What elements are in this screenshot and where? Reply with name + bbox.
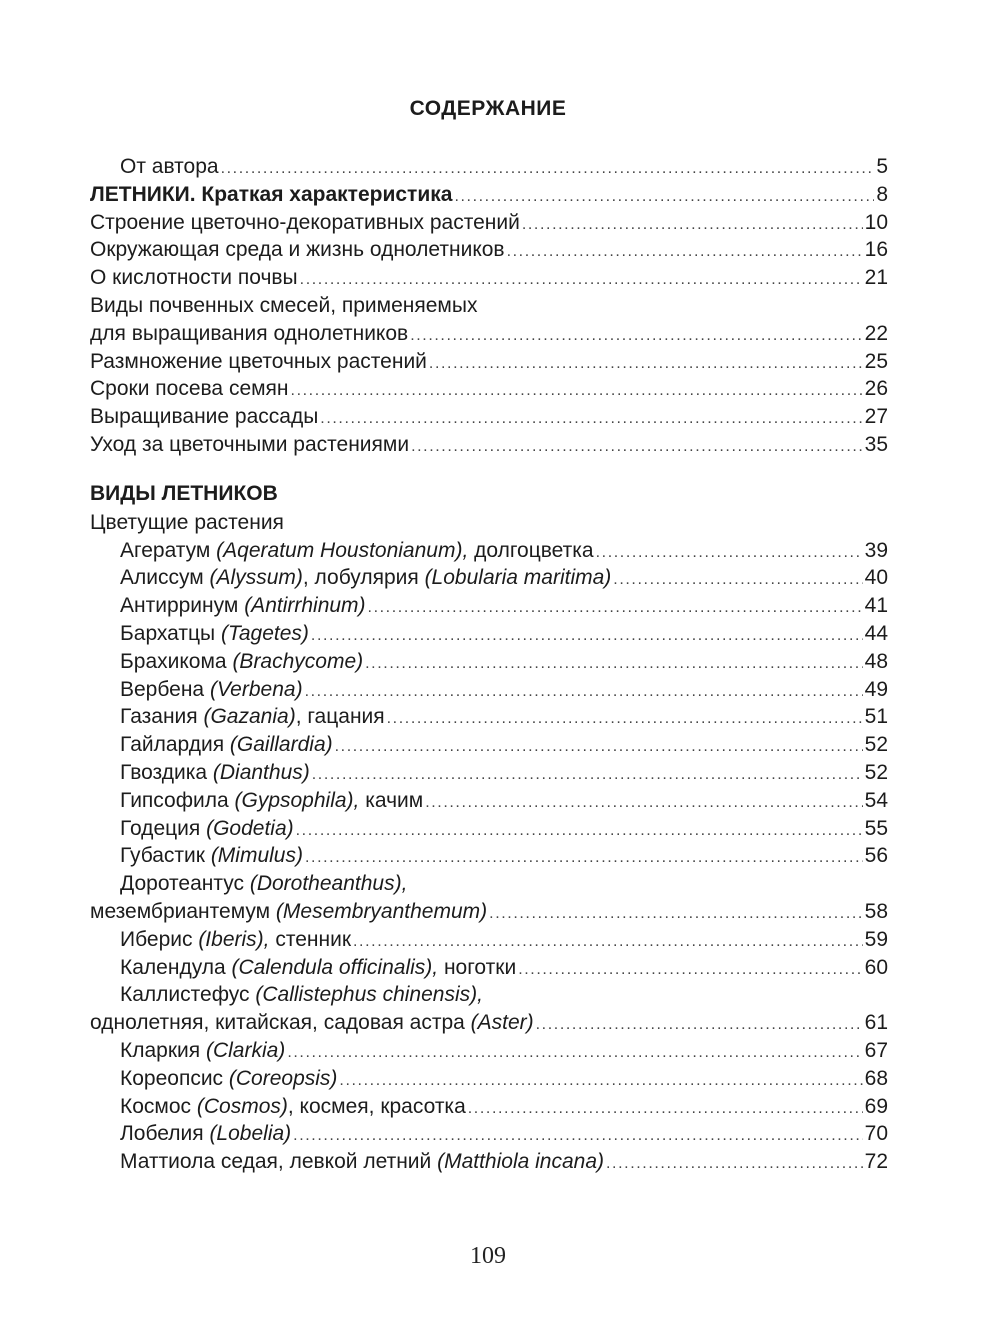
latin-name: (Cosmos): [196, 1094, 288, 1118]
table-of-contents: [90, 153, 888, 1176]
page-number: 109: [470, 1243, 506, 1269]
toc-part-intro: [90, 153, 888, 459]
toc-entry-page: 59: [864, 927, 888, 951]
page-title: СОДЕРЖАНИЕ: [409, 97, 567, 120]
common-name: Гвоздика: [120, 760, 213, 784]
latin-name: (Gaillardia): [229, 733, 333, 757]
toc-entry: [90, 592, 888, 620]
toc-entry-title: [120, 1148, 604, 1176]
toc-entry-title: Строение цветочно-декоративных растений: [90, 210, 520, 234]
toc-entry: [90, 1093, 888, 1121]
toc-entry: [90, 731, 888, 759]
toc-entry: [90, 815, 888, 843]
common-name: Агератум: [120, 538, 217, 562]
toc-entry-title: Уход за цветочными растениями: [90, 432, 410, 456]
toc-entry-page: 41: [864, 594, 888, 618]
common-name: Брахикома: [120, 649, 233, 673]
common-name: Губастик: [120, 844, 211, 868]
toc-entry-page: 52: [864, 760, 888, 784]
toc-entry: [90, 209, 888, 237]
toc-entry-page: 49: [864, 677, 888, 701]
common-name: Алиссум: [120, 566, 210, 590]
common-name: Иберис: [120, 927, 199, 951]
section-heading: ВИДЫ ЛЕТНИКОВ: [90, 481, 278, 505]
toc-entry-page: 58: [864, 899, 888, 923]
toc-entry: [90, 620, 888, 648]
dot-leader: [311, 622, 863, 650]
toc-entry: [90, 981, 888, 1009]
dot-leader: [507, 238, 863, 266]
dot-leader: [425, 789, 862, 817]
toc-entry-page: 61: [864, 1011, 888, 1035]
common-name: ноготки: [438, 955, 517, 979]
toc-entry-page: 48: [864, 649, 888, 673]
toc-entry-title: [120, 954, 516, 982]
latin-name: (Dorotheanthus),: [249, 872, 408, 896]
common-name: Вербена: [120, 677, 210, 701]
latin-name: (Matthiola incana): [437, 1150, 605, 1174]
toc-entry-title: [120, 1093, 466, 1121]
toc-entry-title: Окружающая среда и жизнь однолетников: [90, 238, 505, 262]
toc-entry: [90, 703, 888, 731]
toc-entry-title: Виды почвенных смесей, применяемых: [90, 293, 478, 317]
common-name: Гипсофила: [120, 788, 235, 812]
toc-entry-page: 26: [864, 377, 888, 401]
toc-entry: [90, 564, 888, 592]
toc-entry-title: ЛЕТНИКИ. Краткая характеристика: [90, 182, 453, 206]
dot-leader: [468, 1095, 863, 1123]
common-name: Космос: [120, 1094, 197, 1118]
latin-name: (Aster): [470, 1011, 534, 1035]
toc-entry-title: Сроки посева семян: [90, 377, 289, 401]
toc-entry: [90, 292, 888, 320]
toc-entry: [90, 403, 888, 431]
dot-leader: [387, 705, 863, 733]
toc-entry: [90, 926, 888, 954]
latin-name: (Gazania): [203, 705, 296, 729]
dot-leader: [613, 566, 862, 594]
toc-entry-title: Выращивание рассады: [90, 405, 319, 429]
toc-entry-title: [120, 676, 303, 704]
toc-entry: [90, 1148, 888, 1176]
latin-name: (Aqeratum Houstonianum),: [216, 538, 469, 562]
toc-entry: [90, 264, 888, 292]
latin-name: (Mesembryanthemum): [275, 899, 488, 923]
toc-entry: [90, 1009, 888, 1037]
dot-leader: [287, 1039, 862, 1067]
latin-name: (Brachycome): [232, 649, 364, 673]
toc-entry-title: для выращивания однолетников: [90, 321, 409, 345]
toc-entry-page: 72: [864, 1150, 888, 1174]
toc-entry-title: [120, 759, 310, 787]
toc-entry: [90, 348, 888, 376]
toc-entry: [90, 954, 888, 982]
toc-entry-page: 60: [864, 955, 888, 979]
dot-leader: [522, 211, 863, 239]
toc-entry-title: От автора: [120, 155, 219, 178]
latin-name: (Callistephus chinensis),: [255, 983, 483, 1007]
toc-entry-title: [120, 926, 351, 954]
toc-entry-title: О кислотности почвы: [90, 266, 298, 290]
toc-entry: [90, 236, 888, 264]
toc-entry: [90, 431, 888, 459]
toc-entry-title: [120, 787, 423, 815]
latin-name: (Coreopsis): [228, 1066, 338, 1090]
common-name: однолетняя, китайская, садовая астра: [90, 1011, 471, 1035]
toc-entry-title: [120, 592, 366, 620]
common-name: , гацания: [295, 705, 385, 729]
latin-name: (Lobelia): [209, 1122, 292, 1146]
dot-leader: [411, 433, 863, 461]
latin-name: (Mimulus): [210, 844, 303, 868]
toc-entry-page: 68: [864, 1066, 888, 1090]
toc-entry-title: [120, 1037, 285, 1065]
toc-entry: [90, 375, 888, 403]
latin-name: (Iberis),: [198, 927, 270, 951]
toc-entry-page: 8: [876, 182, 888, 206]
dot-leader: [291, 377, 863, 405]
toc-entry-title: [90, 1009, 534, 1037]
common-name: Кореопсис: [120, 1066, 229, 1090]
toc-entry: [90, 320, 888, 348]
toc-entry-page: 54: [864, 788, 888, 812]
toc-entry-title: [120, 620, 309, 648]
toc-entry-title: [120, 731, 333, 759]
toc-entry-title: [120, 1120, 291, 1148]
toc-entry-page: 21: [864, 266, 888, 290]
dot-leader: [536, 1011, 863, 1039]
dot-leader: [410, 322, 862, 350]
toc-entry: [90, 759, 888, 787]
toc-entry-page: 69: [864, 1094, 888, 1118]
dot-leader: [305, 678, 863, 706]
latin-name: (Godetia): [206, 816, 294, 840]
toc-entry-title: Размножение цветочных растений: [90, 349, 427, 373]
toc-entry-page: 25: [864, 349, 888, 373]
toc-entry: [90, 537, 888, 565]
toc-entry-page: 55: [864, 816, 888, 840]
dot-leader: [353, 928, 863, 956]
latin-name: (Gypsophila),: [234, 788, 360, 812]
toc-entry-page: 22: [864, 321, 888, 345]
toc-entry-page: 67: [864, 1038, 888, 1062]
toc-entry-page: 51: [864, 705, 888, 729]
latin-name: (Calendula officinalis),: [231, 955, 439, 979]
common-name: Антирринум: [120, 594, 245, 618]
common-name: , космея, красотка: [287, 1094, 466, 1118]
common-name: , лобулярия: [302, 566, 425, 590]
common-name: стенник: [269, 927, 352, 951]
toc-entry-page: 44: [864, 621, 888, 645]
dot-leader: [339, 1067, 862, 1095]
toc-entry-title: [90, 898, 487, 926]
dot-leader: [335, 733, 863, 761]
toc-entry-page: 16: [864, 238, 888, 262]
latin-name: (Antirrhinum): [244, 594, 366, 618]
toc-entry-title: [120, 564, 611, 592]
dot-leader: [221, 155, 875, 183]
dot-leader: [596, 539, 863, 567]
toc-entry: [90, 1065, 888, 1093]
latin-name: (Tagetes): [220, 621, 309, 645]
toc-entry-page: 40: [864, 566, 888, 590]
toc-entry-page: 27: [864, 405, 888, 429]
dot-leader: [300, 266, 863, 294]
latin-name: (Alyssum): [209, 566, 303, 590]
common-name: мезембриантемум: [90, 899, 276, 923]
toc-entry: [90, 842, 888, 870]
latin-name: (Dianthus): [212, 760, 310, 784]
toc-entry: [90, 870, 888, 898]
common-name: Доротеантус: [120, 872, 250, 896]
toc-entry-title: [120, 981, 483, 1009]
common-name: долгоцветка: [468, 538, 594, 562]
common-name: Годеция: [120, 816, 207, 840]
dot-leader: [305, 844, 863, 872]
common-name: качим: [359, 788, 424, 812]
toc-entry-page: 52: [864, 733, 888, 757]
dot-leader: [606, 1150, 863, 1178]
common-name: Гайлардия: [120, 733, 230, 757]
toc-entry: [90, 1120, 888, 1148]
toc-entry-title: [120, 1065, 337, 1093]
dot-leader: [312, 761, 863, 789]
toc-entry-page: 10: [864, 210, 888, 234]
toc-entry-title: [120, 703, 385, 731]
toc-entry: [90, 648, 888, 676]
dot-leader: [365, 650, 863, 678]
toc-entry: [90, 676, 888, 704]
dot-leader: [296, 817, 863, 845]
dot-leader: [489, 900, 862, 928]
toc-part-species: [90, 537, 888, 1176]
common-name: Маттиола седая, левкой летний: [120, 1150, 438, 1174]
toc-entry: [90, 181, 888, 209]
toc-entry: [90, 898, 888, 926]
toc-entry-page: 39: [864, 538, 888, 562]
latin-name: (Lobularia maritima): [424, 566, 612, 590]
common-name: Газания: [120, 705, 204, 729]
latin-name: (Verbena): [209, 677, 303, 701]
latin-name: (Clarkia): [205, 1038, 286, 1062]
toc-entry-title: [120, 815, 294, 843]
toc-entry-page: 5: [876, 155, 888, 178]
dot-leader: [320, 405, 862, 433]
common-name: Бархатцы: [120, 621, 221, 645]
section-subheading: Цветущие растения: [90, 510, 284, 534]
toc-entry-title: [120, 842, 303, 870]
toc-entry-title: [120, 648, 363, 676]
toc-entry: [90, 787, 888, 815]
dot-leader: [293, 1122, 862, 1150]
dot-leader: [454, 183, 874, 211]
dot-leader: [429, 350, 863, 378]
toc-entry-page: 70: [864, 1122, 888, 1146]
toc-entry-title: [120, 537, 594, 565]
toc-entry-page: 35: [864, 432, 888, 456]
common-name: Лобелия: [120, 1122, 210, 1146]
toc-entry-page: 56: [864, 844, 888, 868]
toc-entry: [90, 153, 888, 181]
toc-entry: [90, 1037, 888, 1065]
toc-entry-title: [120, 870, 407, 898]
common-name: Календула: [120, 955, 232, 979]
dot-leader: [518, 956, 862, 984]
common-name: Каллистефус: [120, 983, 256, 1007]
dot-leader: [368, 594, 863, 622]
common-name: Кларкия: [120, 1038, 206, 1062]
